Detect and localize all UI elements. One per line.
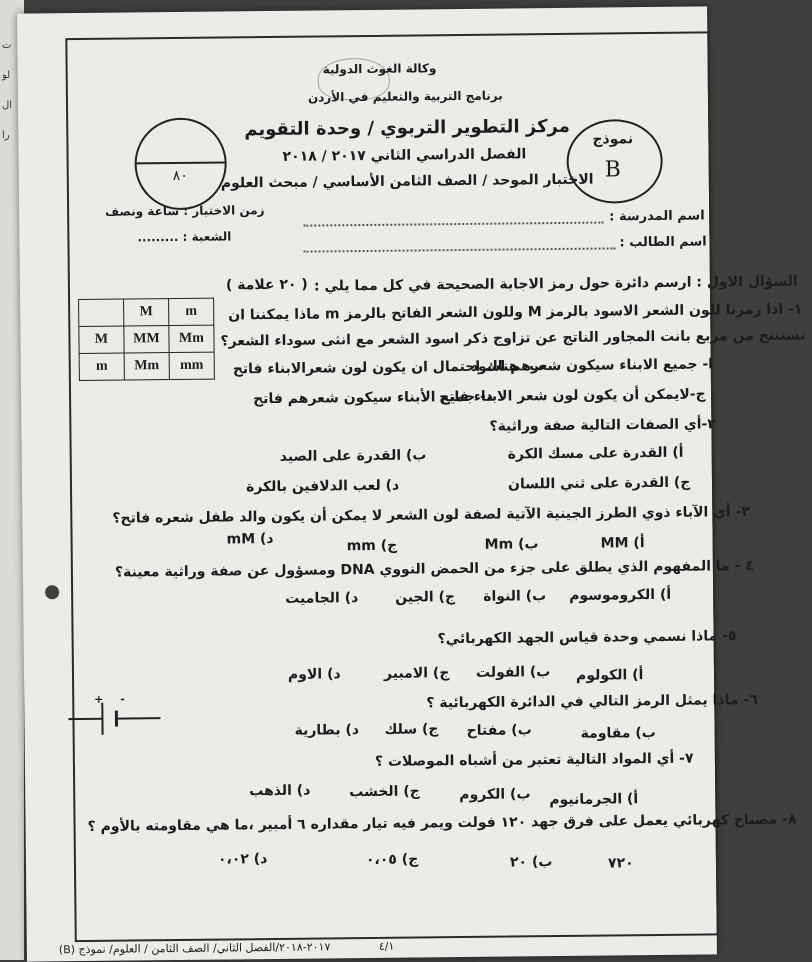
q4-option-a[interactable]: أ) الكروموسوم — [569, 587, 671, 604]
q1-text: نستنتج من مربع بانت المجاور الناتج عن تزاوج ذكر اسود الشعر مع انثى سوداء الشعر؟ — [220, 327, 805, 349]
punnett-cell: MM — [124, 326, 169, 353]
q1-option-b[interactable]: ب- هناك احتمال ان يكون لون شعرالابناء فاتح — [233, 358, 544, 377]
q6-option-c[interactable]: ج) سلك — [384, 721, 438, 738]
q3-option-d[interactable]: د) mM — [226, 531, 273, 547]
q1-option-a[interactable]: ا- جميع الابناء سيكون شعرهم اسود — [471, 356, 713, 375]
model-value: B — [605, 157, 621, 182]
center-title: مركز التطوير التربوي / وحدة التقويم — [244, 116, 570, 140]
punnett-cell: m — [169, 298, 214, 325]
plus-sign: + — [94, 693, 103, 706]
q3-text: ٣- أي الآباء ذوي الطرز الجينية الآتية لصفة لون الشعر لا يمكن أن يكون والد طفل شعره فاتح؟ — [112, 504, 750, 527]
q6-option-b[interactable]: ب) مفتاح — [467, 722, 532, 739]
punnett-cell: Mm — [124, 353, 169, 380]
edge-text: را — [2, 130, 10, 141]
q6-option-d[interactable]: د) بطارية — [294, 722, 359, 739]
q7-text: ٧- أي المواد التالية تعتبر من أشباه الموصلات ؟ — [375, 751, 694, 770]
edge-text: لو — [2, 70, 10, 81]
q5-option-d[interactable]: د) الاوم — [288, 666, 341, 683]
q3-option-a[interactable]: أ) MM — [601, 535, 645, 551]
q7-option-a[interactable]: أ) الجرمانيوم — [549, 791, 638, 808]
exam-sheet — [17, 6, 717, 961]
punnett-square — [78, 298, 215, 381]
q1-option-d[interactable]: د- جميع الأبناء سيكون شعرهم فاتح — [253, 389, 493, 408]
exam-line: الاختبار الموحد / الصف الثامن الأساسي / مبحث العلوم — [221, 172, 594, 192]
total-score: ٨٠ — [173, 168, 188, 184]
question-title: السؤال الاول : ارسم دائرة حول رمز الاجابة الصحيحة في كل مما يلي : — [314, 273, 798, 294]
model-label: نموذج — [592, 131, 633, 147]
semester-line: الفصل الدراسي الثاني ٢٠١٧ / ٢٠١٨ — [282, 146, 526, 165]
punch-hole — [45, 585, 59, 599]
punnett-cell: mm — [169, 352, 214, 379]
minus-sign: - — [120, 693, 125, 706]
q8-option-b[interactable]: ب) ٢٠ — [510, 854, 553, 870]
q2-option-b[interactable]: ب) القدرة على الصيد — [280, 447, 427, 465]
q8-option-a[interactable]: ٧٢٠ — [608, 855, 634, 871]
edge-text: ال — [2, 100, 12, 111]
q5-text: ٥- ماذا نسمي وحدة قياس الجهد الكهربائي؟ — [438, 628, 737, 647]
score-circle — [134, 117, 227, 210]
q2-option-c[interactable]: ج) القدرة على ثني اللسان — [508, 475, 690, 493]
punnett-cell: Mm — [169, 325, 214, 352]
q2-option-d[interactable]: د) لعب الدلافين بالكرة — [246, 478, 399, 496]
school-label: اسم المدرسة : — [609, 208, 705, 224]
q8-text: ٨- مصباح كهربائي يعمل على فرق جهد ١٢٠ فولت ويمر فيه تيار مقداره ٦ أمبير ،ما هي مقاومته بالأوم ؟ — [87, 812, 796, 835]
punnett-cell: M — [124, 299, 169, 326]
q1-text: ١- اذا رمزنا للون الشعر الاسود بالرمز M وللون الشعر الفاتح بالرمز m ماذا يمكننا ان — [228, 301, 802, 323]
org-name: وكالة الغوث الدولية — [323, 61, 437, 76]
q1-option-c[interactable]: ج-لايمكن أن يكون لون شعر الابناء فاتح — [439, 386, 706, 405]
q7-option-b[interactable]: ب) الكروم — [459, 786, 530, 803]
q5-option-a[interactable]: أ) الكولوم — [576, 667, 644, 684]
program-name: برنامج التربية والتعليم في الأردن — [308, 89, 503, 105]
battery-symbol — [68, 698, 164, 739]
q8-option-c[interactable]: ج) ٠،٠٥ — [366, 851, 418, 868]
punnett-cell — [79, 299, 124, 326]
q4-option-d[interactable]: د) الجاميت — [285, 590, 358, 607]
q4-option-c[interactable]: ج) الجين — [395, 589, 455, 606]
q6-option-a[interactable]: ب) مقاومة — [581, 725, 656, 742]
q5-option-c[interactable]: ج) الامبير — [384, 665, 450, 682]
edge-text: ت — [2, 40, 11, 51]
q4-option-b[interactable]: ب) النواة — [483, 588, 546, 605]
q2-text: ٢-أي الصفات التالية صفة وراثية؟ — [489, 416, 716, 434]
punnett-cell: m — [79, 353, 124, 380]
q5-option-b[interactable]: ب) الفولت — [476, 664, 550, 681]
q8-option-d[interactable]: د) ٠،٠٢ — [218, 851, 268, 868]
q3-option-b[interactable]: ب) Mm — [485, 536, 539, 553]
question-marks: ( ٢٠ علامة ) — [226, 277, 308, 294]
q3-option-c[interactable]: ج) mm — [347, 538, 398, 555]
section-label: الشعبة : ......... — [137, 229, 231, 244]
q2-option-a[interactable]: أ) القدرة على مسك الكرة — [508, 445, 684, 463]
student-label: اسم الطالب : — [619, 234, 706, 250]
q7-option-c[interactable]: ج) الخشب — [349, 783, 420, 800]
q7-option-d[interactable]: د) الذهب — [249, 783, 310, 800]
q4-text: ٤ - ما المفهوم الذي يطلق على جزء من الحمض النووي DNA ومسؤول عن صفة وراثية معينة؟ — [115, 558, 754, 581]
punnett-cell: M — [79, 326, 124, 353]
page-number: ٤/١ — [379, 940, 395, 953]
time-label: زمن الاختبار : ساعة ونصف — [105, 203, 265, 219]
footer-note: ٢٠١٧-٢٠١٨/الفصل الثاني/ الصف الثامن / العلوم/ نموذج (B) — [59, 940, 331, 956]
q6-text: ٦- ماذا يمثل الرمز التالي في الدائرة الكهربائية ؟ — [426, 692, 758, 711]
